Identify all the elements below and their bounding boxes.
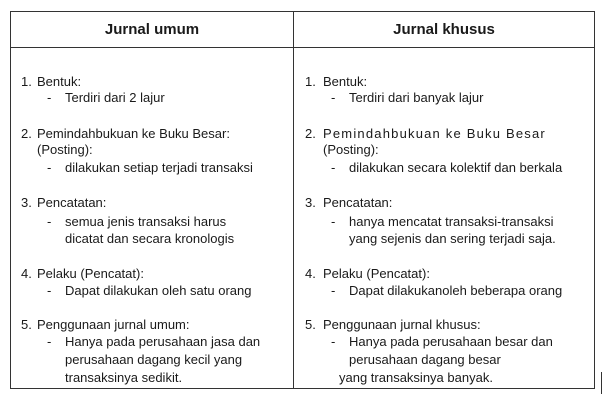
item-title: Pelaku (Pencatat): — [323, 266, 430, 281]
item-line: dicatat dan secara kronologis — [65, 231, 235, 246]
item-line: hanya mencatat transaksi-transaksi — [349, 214, 554, 229]
item-number: 4. — [305, 266, 316, 281]
item-line: Hanya pada perusahaan besar dan — [349, 334, 553, 349]
item-title: Bentuk: — [323, 74, 368, 89]
column-jurnal-khusus — [294, 48, 594, 388]
item-title: Penggunaan jurnal umum: — [37, 317, 190, 332]
item-number: 5. — [305, 317, 316, 332]
item-line: transaksinya sedikit. — [65, 370, 183, 385]
item-title: Penggunaan jurnal khusus: — [323, 317, 481, 332]
item-line: yang sejenis dan sering terjadi saja. — [349, 231, 556, 246]
item-line: Hanya pada perusahaan jasa dan — [65, 334, 261, 349]
header-jurnal-khusus: Jurnal khusus — [393, 21, 495, 38]
dash: - — [47, 90, 52, 105]
item-number: 3. — [305, 195, 316, 210]
item-title: Pemindahbukuan ke Buku Besar: — [37, 126, 230, 141]
item-line: dilakukan secara kolektif dan berkala — [349, 160, 563, 175]
item-line: perusahaan dagang kecil yang — [65, 352, 243, 367]
item-line: dilakukan setiap terjadi transaksi — [65, 160, 253, 175]
item-number: 2. — [21, 126, 32, 141]
item-title: Pelaku (Pencatat): — [37, 266, 144, 281]
item-line: perusahaan dagang besar — [349, 352, 501, 367]
item-number: 4. — [21, 266, 32, 281]
comparison-table — [10, 11, 595, 389]
dash: - — [47, 214, 52, 229]
dash: - — [47, 334, 52, 349]
edge-mark — [601, 372, 602, 394]
table-header-row — [11, 12, 594, 48]
dash: - — [47, 160, 52, 175]
item-title: Pencatatan: — [37, 195, 107, 210]
dash: - — [47, 283, 52, 298]
dash: - — [331, 214, 336, 229]
item-line: Terdiri dari 2 lajur — [65, 90, 165, 105]
item-title: Bentuk: — [37, 74, 82, 89]
item-line: Dapat dilakukan oleh satu orang — [65, 283, 252, 298]
item-title: Pencatatan: — [323, 195, 393, 210]
item-number: 5. — [21, 317, 32, 332]
dash: - — [331, 283, 336, 298]
dash: - — [331, 90, 336, 105]
item-title-cont: (Posting): — [323, 142, 379, 157]
item-number: 2. — [305, 126, 316, 141]
item-title: Pemindahbukuan ke Buku Besar — [323, 126, 546, 141]
item-number: 1. — [21, 74, 32, 89]
item-title-cont: (Posting): — [37, 142, 93, 157]
item-line: Dapat dilakukanoleh beberapa orang — [349, 283, 563, 298]
item-line: semua jenis transaksi harus — [65, 214, 227, 229]
item-line: Terdiri dari banyak lajur — [349, 90, 484, 105]
item-number: 3. — [21, 195, 32, 210]
header-jurnal-umum: Jurnal umum — [104, 21, 200, 38]
dash: - — [331, 334, 336, 349]
item-line: yang transaksinya banyak. — [339, 370, 493, 385]
item-number: 1. — [305, 74, 316, 89]
dash: - — [331, 160, 336, 175]
column-jurnal-umum — [11, 48, 293, 388]
